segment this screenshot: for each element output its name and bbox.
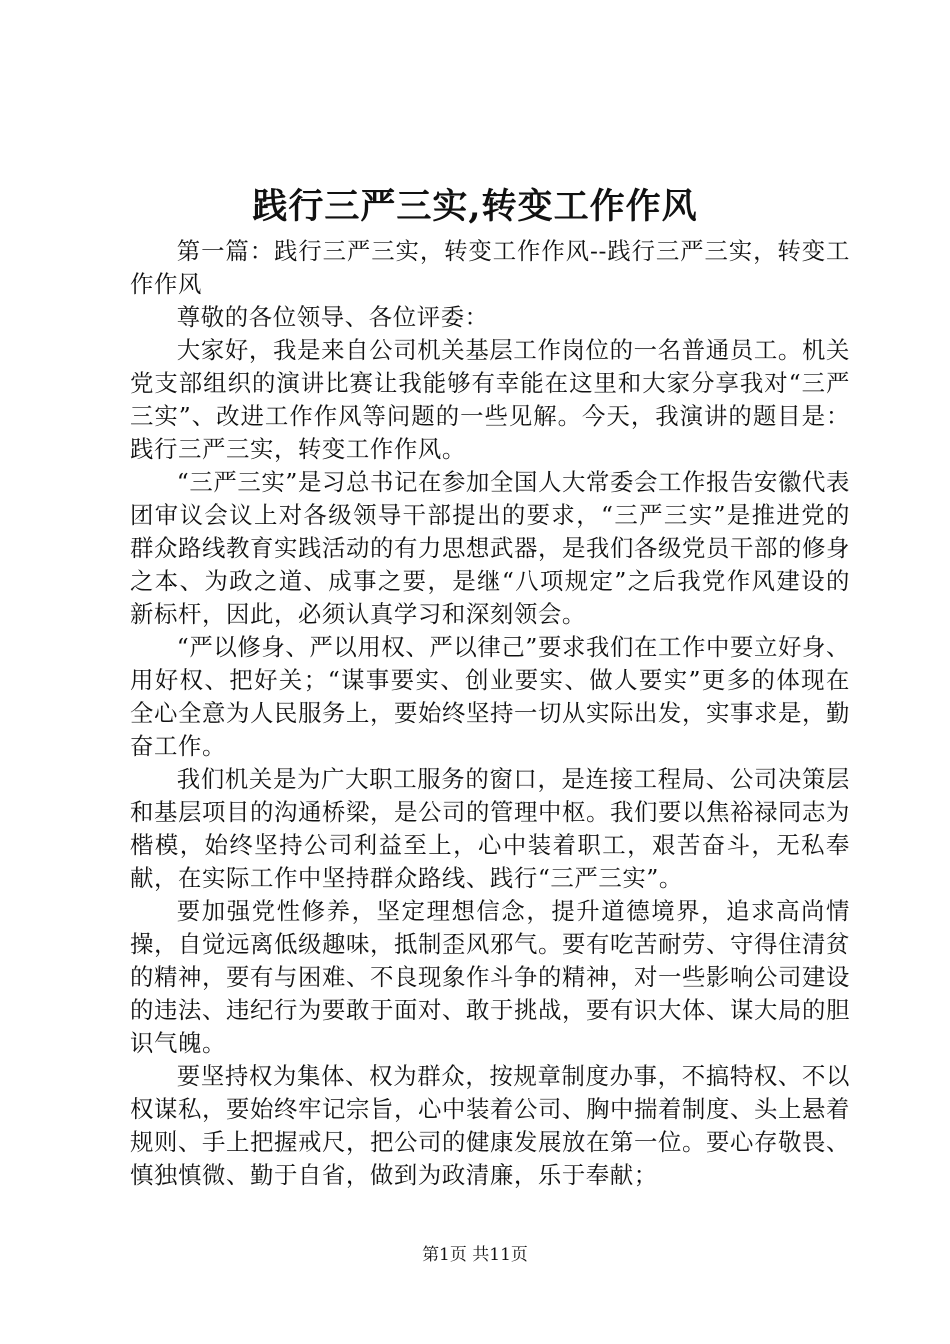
document-body	[130, 235, 850, 1192]
paragraph: 尊敬的各位领导、各位评委：	[176, 303, 489, 331]
paragraph: “严以修身、严以用权、严以律己”要求我们在工作中要立好身、用好权、把好关；“谋事要实、创业要实、做人要实”更多的体现在全心全意为人民服务上，要始终坚持一切从实际出发，实事求是，勤奋工作。	[130, 633, 850, 760]
paragraph: 我们机关是为广大职工服务的窗口，是连接工程局、公司决策层和基层项目的沟通桥梁，是公司的管理中枢。我们要以焦裕禄同志为楷模，始终坚持公司利益至上，心中装着职工，艰苦奋斗，无私奉献，在实际工作中坚持群众路线、践行“三严三实”。	[130, 765, 850, 892]
paragraph: “三严三实”是习总书记在参加全国人大常委会工作报告安徽代表团审议会议上对各级领导干部提出的要求，“三严三实”是推进党的群众路线教育实践活动的有力思想武器，是我们各级党员干部的修身之本、为政之道、成事之要，是继“八项规定”之后我党作风建设的新标杆，因此，必须认真学习和深刻领会。	[130, 468, 850, 628]
page-number: 第1页 共11页	[422, 1245, 528, 1265]
paragraph: 大家好，我是来自公司机关基层工作岗位的一名普通员工。机关党支部组织的演讲比赛让我能够有幸能在这里和大家分享我对“三严三实”、改进工作作风等问题的一些见解。今天，我演讲的题目是：践行三严三实，转变工作作风。	[130, 336, 850, 463]
document-title: 践行三严三实,转变工作作风	[252, 186, 698, 227]
paragraph: 要坚持权为集体、权为群众，按规章制度办事，不搞特权、不以权谋私，要始终牢记宗旨，心中装着公司、胸中揣着制度、头上悬着规则、手上把握戒尺，把公司的健康发展放在第一位。要心存敬畏、慎独慎微、勤于自省，做到为政清廉，乐于奉献；	[130, 1062, 850, 1189]
paragraph: 要加强党性修养，坚定理想信念，提升道德境界，追求高尚情操，自觉远离低级趣味，抵制歪风邪气。要有吃苦耐劳、守得住清贫的精神，要有与困难、不良现象作斗争的精神，对一些影响公司建设的违法、违纪行为要敢于面对、敢于挑战，要有识大体、谋大局的胆识气魄。	[130, 897, 850, 1057]
paragraph: 第一篇：践行三严三实，转变工作作风--践行三严三实，转变工作作风	[130, 237, 850, 298]
page-footer	[0, 1243, 950, 1267]
